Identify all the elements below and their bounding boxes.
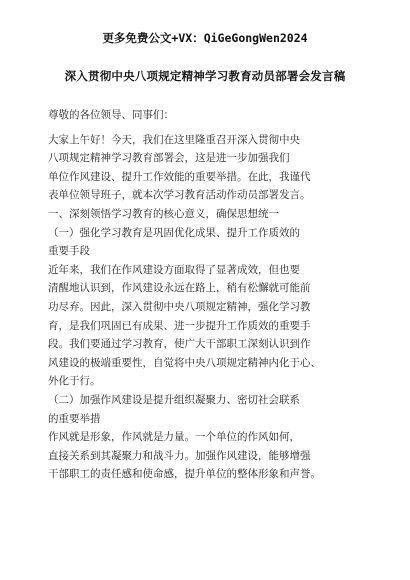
text-line: 尊敬的各位领导、同事们： — [48, 109, 174, 121]
document-body — [48, 106, 362, 484]
text-line: （一）强化学习教育是巩固优化成果、提升工作质效的 — [48, 226, 300, 239]
text-line: 作风就是形象，作风就是力量。一个单位的作风如何， — [48, 431, 300, 444]
document-title: 深入贯彻中央八项规定精神学习教育动员部署会发言稿 — [64, 69, 346, 83]
text-line: 一、深刻领悟学习教育的核心意义，确保思想统一 — [48, 207, 279, 220]
text-line: （二）加强作风建设是提升组织凝聚力、密切社会联系 — [48, 393, 300, 406]
text-line: 大家上午好！今天，我们在这里隆重召开深入贯彻中央 — [48, 133, 300, 146]
text-line: 外化于行。 — [48, 375, 101, 388]
text-line: 风建设的极端重要性，自觉将中央八项规定精神内化于心、 — [48, 356, 321, 369]
text-line: 单位作风建设、提升工作效能的重要举措。在此，我谨代 — [48, 170, 311, 183]
text-line: 干部职工的责任感和使命感，提升单位的整体形象和声誉。 — [48, 468, 321, 481]
text-line: 功尽弃。因此，深入贯彻中央八项规定精神，强化学习教 — [48, 300, 311, 313]
text-line: 重要手段 — [48, 245, 90, 258]
text-line: 近年来，我们在作风建设方面取得了显著成效，但也要 — [48, 263, 300, 276]
text-line: 表单位领导班子，就本次学习教育活动作动员部署发言。 — [48, 189, 311, 202]
text-line: 的重要举措 — [48, 412, 101, 425]
text-line: 直接关系到其凝聚力和战斗力。加强作风建设，能够增强 — [48, 449, 311, 462]
text-line: 育，是我们巩固已有成果、进一步提升工作质效的重要手 — [48, 319, 311, 332]
text-line: 清醒地认识到，作风建设永远在路上，稍有松懈就可能前 — [48, 282, 311, 295]
text-line: 段。我们要通过学习教育，使广大干部职工深刻认识到作 — [48, 338, 311, 351]
promo-header: 更多免费公文+VX：QiGeGongWen2024 — [102, 31, 308, 45]
text-line: 八项规定精神学习教育部署会，这是进一步加强我们 — [48, 152, 290, 165]
